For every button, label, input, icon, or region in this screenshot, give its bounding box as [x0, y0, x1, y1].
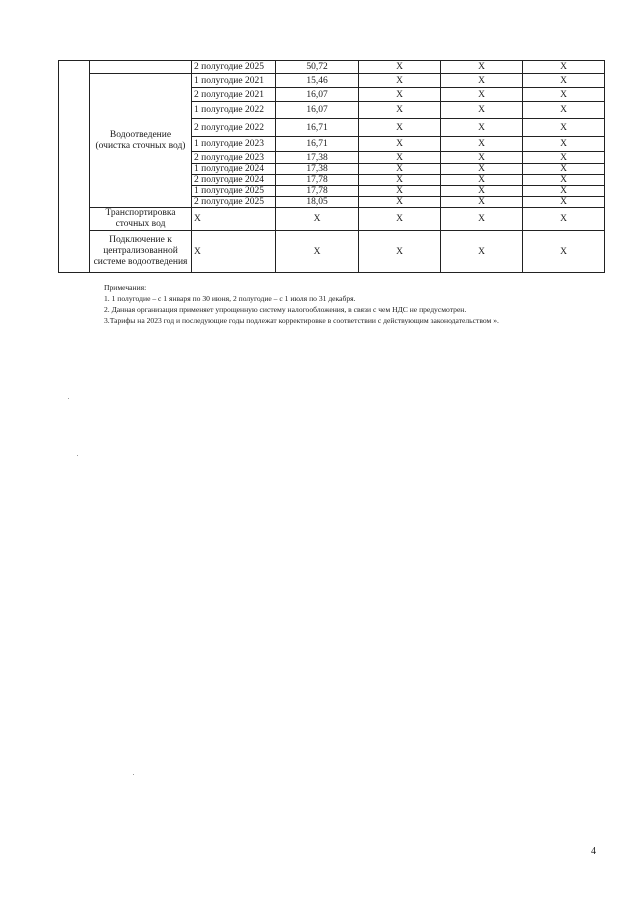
tariff-value-cell: 17,78	[276, 175, 359, 186]
x-cell: Х	[359, 119, 441, 137]
service-cell-transport: Транспортировка сточных вод	[90, 208, 192, 231]
scan-speck	[77, 455, 78, 456]
tariff-value-cell: 16,07	[276, 88, 359, 102]
x-cell: Х	[359, 102, 441, 119]
x-cell: Х	[359, 175, 441, 186]
tariff-value-cell: 16,07	[276, 102, 359, 119]
tariff-table	[58, 60, 605, 273]
x-cell: Х	[523, 61, 605, 74]
period-cell: 2 полугодие 2021	[192, 88, 276, 102]
note-item: 2. Данная организация применяет упрощенную систему налогообложения, в связи с чем НДС не предусмотрен.	[104, 305, 467, 314]
period-cell: 1 полугодие 2023	[192, 137, 276, 152]
period-cell: 2 полугодие 2022	[192, 119, 276, 137]
tariff-value-cell: Х	[276, 231, 359, 273]
service-cell-connection: Подключение к централизованной системе водоотведения	[90, 231, 192, 273]
x-cell: Х	[441, 119, 523, 137]
tariff-value-cell: 16,71	[276, 119, 359, 137]
x-cell: Х	[359, 74, 441, 88]
period-cell: 1 полугодие 2021	[192, 74, 276, 88]
x-cell: Х	[359, 88, 441, 102]
x-cell: Х	[359, 186, 441, 197]
x-cell: Х	[523, 186, 605, 197]
x-cell: Х	[441, 102, 523, 119]
x-cell: Х	[441, 137, 523, 152]
x-cell: Х	[441, 74, 523, 88]
x-cell: Х	[359, 164, 441, 175]
scan-speck	[68, 398, 69, 399]
x-cell: Х	[441, 164, 523, 175]
period-cell: 2 полугодие 2024	[192, 175, 276, 186]
x-cell: Х	[523, 208, 605, 231]
tariff-value-cell: 15,46	[276, 74, 359, 88]
x-cell: Х	[359, 137, 441, 152]
period-cell: Х	[192, 208, 276, 231]
notes-heading: Примечания:	[104, 283, 147, 292]
tariff-value-cell: Х	[276, 208, 359, 231]
x-cell: Х	[523, 119, 605, 137]
tariff-value-cell: 50,72	[276, 61, 359, 74]
x-cell: Х	[523, 175, 605, 186]
x-cell: Х	[523, 88, 605, 102]
x-cell: Х	[523, 152, 605, 164]
scan-speck	[133, 774, 134, 775]
tariff-value-cell: 18,05	[276, 197, 359, 208]
period-cell: 1 полугодие 2024	[192, 164, 276, 175]
period-cell: 2 полугодие 2023	[192, 152, 276, 164]
tariff-value-cell: 16,71	[276, 137, 359, 152]
period-cell: 2 полугодие 2025	[192, 197, 276, 208]
note-item: 1. 1 полугодие – с 1 января по 30 июня, 2 полугодие – с 1 июля по 31 декабря.	[104, 294, 356, 303]
x-cell: Х	[523, 137, 605, 152]
tariff-value-cell: 17,38	[276, 152, 359, 164]
x-cell: Х	[359, 61, 441, 74]
x-cell: Х	[523, 164, 605, 175]
table-row	[59, 231, 605, 273]
period-cell: 2 полугодие 2025	[192, 61, 276, 74]
tariff-value-cell: 17,78	[276, 186, 359, 197]
table-row	[59, 208, 605, 231]
x-cell: Х	[359, 231, 441, 273]
x-cell: Х	[523, 231, 605, 273]
x-cell: Х	[523, 197, 605, 208]
x-cell: Х	[359, 208, 441, 231]
x-cell: Х	[523, 74, 605, 88]
period-cell: Х	[192, 231, 276, 273]
x-cell: Х	[441, 208, 523, 231]
x-cell: Х	[441, 197, 523, 208]
x-cell: Х	[523, 102, 605, 119]
period-cell: 1 полугодие 2025	[192, 186, 276, 197]
x-cell: Х	[441, 231, 523, 273]
notes-block	[104, 282, 499, 326]
service-cell-drainage: Водоотведение (очистка сточных вод)	[90, 74, 192, 208]
x-cell: Х	[441, 175, 523, 186]
row-number-cell	[59, 61, 90, 273]
tariff-value-cell: 17,38	[276, 164, 359, 175]
x-cell: Х	[441, 61, 523, 74]
table-row	[59, 61, 605, 74]
x-cell: Х	[441, 88, 523, 102]
x-cell: Х	[441, 152, 523, 164]
table-row	[59, 74, 605, 88]
x-cell: Х	[441, 186, 523, 197]
x-cell: Х	[359, 197, 441, 208]
page-number: 4	[591, 846, 596, 857]
note-item: 3.Тарифы на 2023 год и последующие годы подлежат корректировке в соответствии с действующим законодательством ».	[104, 316, 499, 325]
period-cell: 1 полугодие 2022	[192, 102, 276, 119]
service-cell	[90, 61, 192, 74]
x-cell: Х	[359, 152, 441, 164]
